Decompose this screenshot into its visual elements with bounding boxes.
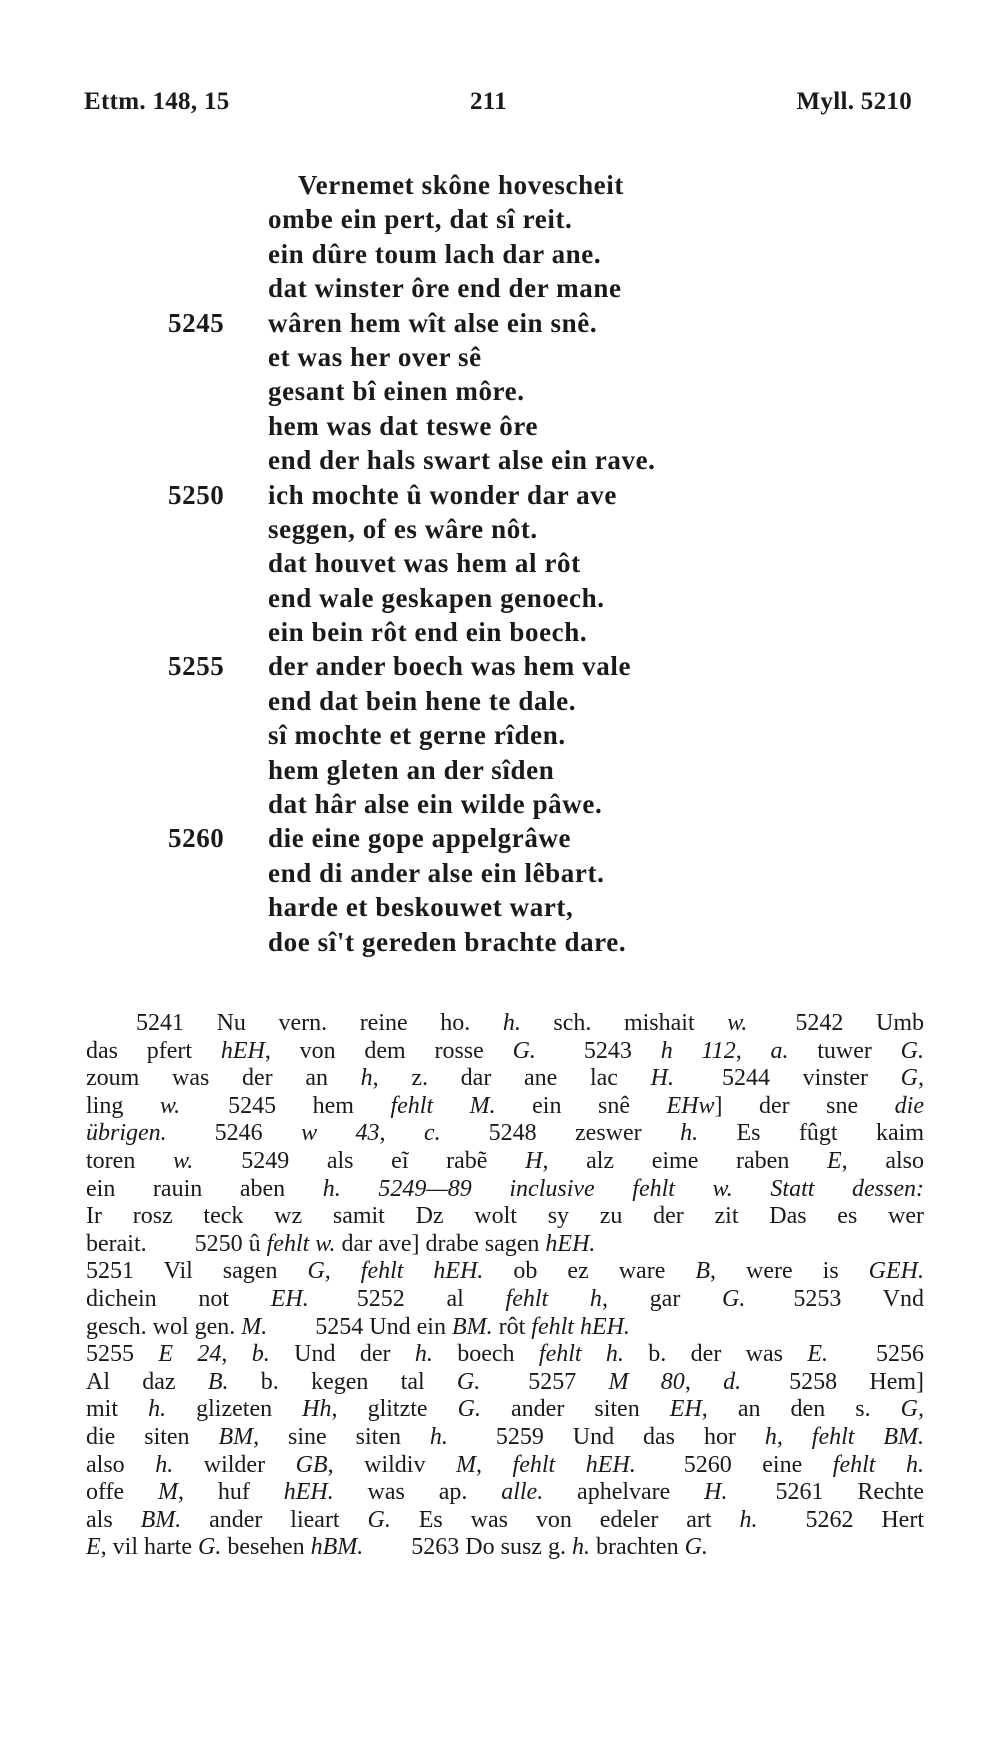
footnote-siglum: fehlt h.: [832, 1451, 924, 1478]
verse-line: [0, 615, 1000, 649]
footnote-line: [86, 1314, 924, 1342]
footnote-text: 5260 eine: [635, 1451, 833, 1478]
footnote-text: , also: [841, 1147, 924, 1174]
footnote-text: 5254 Und ein: [267, 1313, 452, 1340]
line-number: 5245: [168, 307, 225, 338]
verse-line-text: ich mochte û wonder dar ave: [268, 479, 617, 510]
footnote-line: [86, 1010, 924, 1038]
footnote-siglum: G.: [457, 1396, 481, 1423]
verse-line-text: hem was dat teswe ôre: [268, 410, 539, 441]
footnote-siglum: H: [525, 1147, 543, 1174]
footnote-siglum: hEH.: [545, 1230, 596, 1257]
footnote-text: tuwer: [788, 1037, 901, 1064]
footnote-text: , von dem rosse: [264, 1037, 513, 1064]
footnote-siglum: w.: [159, 1092, 181, 1119]
footnote-text: 5255: [86, 1341, 159, 1368]
verse-line: [0, 787, 1000, 821]
footnote-siglum: G.: [512, 1037, 536, 1064]
footnote-line: [86, 1286, 924, 1314]
verse-line-text: et was her over sê: [268, 341, 482, 372]
footnote-text: was ap.: [333, 1479, 502, 1506]
footnote-siglum: h.: [148, 1396, 167, 1423]
footnote-text: ] der sne: [714, 1092, 895, 1119]
verse-line: [0, 443, 1000, 477]
footnote-siglum: H.: [704, 1479, 728, 1506]
verse-line-text: Vernemet skône hovescheit: [298, 170, 624, 200]
footnote-line: [86, 1424, 924, 1452]
footnote-text: 5258 Hem]: [741, 1368, 925, 1395]
footnote-siglum: h.: [571, 1534, 590, 1561]
footnote-siglum: H.: [650, 1065, 674, 1092]
footnote-siglum: G.: [367, 1506, 391, 1533]
verse-text: [0, 168, 1000, 959]
footnote-siglum: hEH.: [283, 1479, 334, 1506]
verse-line-text: dat winster ôre end der mane: [268, 273, 622, 304]
footnote-siglum: GB: [295, 1451, 328, 1478]
footnote-text: boech: [432, 1341, 539, 1368]
footnote-text: 5252 al: [308, 1285, 506, 1312]
footnote-siglum: w.: [727, 1010, 748, 1036]
footnote-siglum: w.: [172, 1147, 194, 1174]
footnote-line: [86, 1452, 924, 1480]
footnote-siglum: EHw: [666, 1092, 715, 1119]
page-number: 211: [470, 88, 508, 115]
footnote-text: , vil harte: [100, 1534, 198, 1561]
footnote-text: sch. mishait: [520, 1010, 728, 1036]
footnote-siglum: h 112: [660, 1037, 736, 1064]
footnote-siglum: BM.: [451, 1313, 493, 1340]
verse-line: [0, 271, 1000, 305]
verse-line: [0, 168, 1000, 202]
footnote-text: zoum was der an: [86, 1065, 361, 1092]
footnote-siglum: E: [86, 1534, 101, 1561]
footnote-text: dichein not: [86, 1285, 271, 1312]
verse-line: [0, 856, 1000, 890]
footnote-text: 5242 Umb: [747, 1010, 924, 1036]
footnote-text: 5248 zeswer: [440, 1120, 681, 1147]
footnote-siglum: h.: [680, 1120, 699, 1147]
footnote-line: [86, 1507, 924, 1535]
verse-line-text: end dat bein hene te dale.: [268, 685, 577, 716]
footnote-siglum: fehlt M.: [390, 1092, 496, 1119]
footnote-siglum: G.: [900, 1037, 925, 1064]
footnote-siglum: EH: [669, 1396, 702, 1423]
footnote-text: ob ez ware: [483, 1258, 696, 1285]
footnote-text: 5259 Und das hor: [447, 1423, 765, 1450]
verse-line-text: sî mochte et gerne rîden.: [268, 720, 566, 751]
footnote-line: [86, 1258, 924, 1286]
footnote-siglum: hEH: [220, 1037, 265, 1064]
footnote-text: ,: [735, 1037, 771, 1064]
footnote-line: [86, 1065, 924, 1093]
critical-apparatus: [86, 1010, 924, 1562]
footnote-text: 5263 Do susz g.: [363, 1534, 572, 1561]
footnote-siglum: Hh: [302, 1396, 332, 1423]
footnote-text: glizeten: [166, 1396, 303, 1423]
footnote-siglum: G,: [900, 1065, 924, 1092]
footnote-siglum: E 24: [158, 1341, 222, 1368]
footnote-line: [86, 1148, 924, 1176]
verse-line-text: end wale geskapen genoech.: [268, 582, 605, 613]
footnote-text: dar ave] drabe sagen: [335, 1230, 546, 1257]
verse-line: [0, 718, 1000, 752]
footnote-text: 5257: [480, 1368, 609, 1395]
footnote-text: Al daz: [86, 1368, 208, 1395]
footnote-siglum: h. 5249—89 inclusive fehlt w. Statt dessen:: [322, 1175, 924, 1202]
verse-line-text: harde et beskouwet wart,: [268, 892, 574, 923]
footnote-text: ander lieart: [181, 1506, 368, 1533]
footnote-line: [86, 1176, 924, 1204]
footnote-text: also: [86, 1451, 156, 1478]
footnote-siglum: EH.: [270, 1285, 309, 1312]
verse-line-text: der ander boech was hem vale: [268, 651, 632, 682]
footnote-siglum: G.: [456, 1368, 481, 1395]
footnote-siglum: M 80: [608, 1368, 685, 1395]
footnote-siglum: h: [360, 1065, 373, 1092]
footnote-siglum: alle.: [501, 1479, 544, 1506]
verse-line-text: die eine gope appelgrâwe: [268, 823, 572, 854]
verse-line-text: dat houvet was hem al rôt: [268, 548, 581, 579]
footnote-text: 5262 Hert: [757, 1506, 924, 1533]
footnote-text: ling: [86, 1092, 160, 1119]
footnote-text: 5253 Vnd: [745, 1285, 924, 1312]
footnote-siglum: G, fehlt hEH.: [307, 1258, 484, 1285]
verse-line: [0, 340, 1000, 374]
header-left-reference: Ettm. 148, 15: [84, 88, 230, 115]
verse-line-text: end der hals swart alse ein rave.: [268, 445, 656, 476]
footnote-text: , glitzte: [331, 1396, 458, 1423]
footnote-siglum: die: [894, 1092, 924, 1119]
footnote-siglum: M: [158, 1479, 179, 1506]
verse-line: [0, 409, 1000, 443]
footnote-siglum: G.: [197, 1534, 222, 1561]
footnote-siglum: G.: [722, 1285, 746, 1312]
verse-line: [0, 512, 1000, 546]
footnote-line: [86, 1534, 924, 1562]
footnote-line: [86, 1369, 924, 1397]
footnote-line: [86, 1479, 924, 1507]
footnote-siglum: c.: [423, 1120, 441, 1147]
footnote-line: [86, 1038, 924, 1066]
footnote-line: [86, 1093, 924, 1121]
verse-line: [0, 925, 1000, 959]
verse-line-text: hem gleten an der sîden: [268, 754, 555, 785]
footnote-siglum: G,: [900, 1396, 925, 1423]
footnote-siglum: M.: [241, 1313, 268, 1340]
footnote-siglum: BM: [218, 1423, 254, 1450]
footnote-text: , huf: [178, 1479, 284, 1506]
verse-line-text: gesant bî einen môre.: [268, 376, 525, 407]
footnote-siglum: h.: [739, 1506, 758, 1533]
footnote-text: 5251 Vil sagen: [86, 1258, 308, 1285]
verse-line-text: ein bein rôt end ein boech.: [268, 617, 588, 648]
footnote-siglum: B: [695, 1258, 711, 1285]
footnote-line: [86, 1396, 924, 1424]
footnote-siglum: a.: [770, 1037, 789, 1064]
footnote-text: als: [86, 1506, 141, 1533]
verse-line-text: ein dûre toum lach dar ane.: [268, 238, 602, 269]
footnote-siglum: b.: [251, 1341, 270, 1368]
footnote-siglum: fehlt h.: [538, 1341, 624, 1368]
verse-line-text: seggen, of es wâre nôt.: [268, 513, 538, 544]
footnote-text: ,: [221, 1341, 252, 1368]
footnote-text: 5261 Rechte: [727, 1479, 924, 1506]
verse-line: [0, 890, 1000, 924]
footnote-text: , wildiv: [327, 1451, 457, 1478]
footnote-text: das pfert: [86, 1037, 221, 1064]
footnote-text: 5245 hem: [180, 1092, 391, 1119]
verse-line: [0, 821, 1000, 855]
footnote-siglum: h, fehlt BM.: [764, 1423, 924, 1450]
footnote-text: toren: [86, 1147, 173, 1174]
verse-line-text: wâren hem wît alse ein snê.: [268, 307, 598, 338]
footnote-siglum: übrigen.: [86, 1120, 167, 1147]
verse-line-text: dat hâr alse ein wilde pâwe.: [268, 789, 603, 820]
footnote-line: [86, 1341, 924, 1369]
footnote-line: [86, 1120, 924, 1148]
verse-line: [0, 546, 1000, 580]
footnote-text: , sine siten: [253, 1423, 430, 1450]
footnote-siglum: h.: [414, 1341, 433, 1368]
footnote-text: b. der was: [623, 1341, 808, 1368]
footnote-text: 5244 vinster: [673, 1065, 901, 1092]
footnote-siglum: fehlt hEH.: [531, 1313, 630, 1340]
footnote-text: 5241 Nu vern. reine ho.: [136, 1010, 503, 1036]
line-number: 5250: [168, 479, 225, 510]
footnote-text: berait. 5250 û: [86, 1230, 267, 1257]
footnote-text: ein snê: [495, 1092, 667, 1119]
footnote-siglum: GEH.: [868, 1258, 924, 1285]
footnote-line: [86, 1203, 924, 1231]
footnote-text: Und der: [269, 1341, 415, 1368]
footnote-text: ,: [684, 1368, 724, 1395]
footnote-siglum: B.: [207, 1368, 229, 1395]
verse-line: [0, 374, 1000, 408]
footnote-text: mit: [86, 1396, 149, 1423]
footnote-text: ander siten: [480, 1396, 670, 1423]
footnote-text: besehen: [221, 1534, 311, 1561]
footnote-text: 5256: [828, 1341, 925, 1368]
footnote-text: 5249 als eĩ rabẽ: [193, 1147, 526, 1174]
footnote-siglum: fehlt h: [505, 1285, 602, 1312]
footnote-text: Ir rosz teck wz samit Dz wolt sy zu der zit Das es wer: [86, 1203, 924, 1230]
footnote-text: aphelvare: [543, 1479, 705, 1506]
footnote-siglum: fehlt w.: [266, 1230, 336, 1257]
footnote-siglum: h.: [502, 1010, 521, 1036]
footnote-text: rôt: [492, 1313, 532, 1340]
footnote-siglum: E.: [807, 1341, 829, 1368]
verse-line: [0, 478, 1000, 512]
footnote-text: , z. dar ane lac: [372, 1065, 651, 1092]
verse-line: [0, 237, 1000, 271]
verse-line: [0, 649, 1000, 683]
verse-line-text: end di ander alse ein lêbart.: [268, 857, 605, 888]
footnote-text: offe: [86, 1479, 159, 1506]
verse-line-text: ombe ein pert, dat sî reit.: [268, 204, 573, 235]
footnote-siglum: G.: [684, 1534, 708, 1561]
footnote-siglum: M, fehlt hEH.: [456, 1451, 636, 1478]
footnote-text: , an den s.: [701, 1396, 901, 1423]
header-right-reference: Myll. 5210: [796, 88, 912, 115]
footnote-siglum: h.: [155, 1451, 174, 1478]
line-number: 5260: [168, 823, 225, 854]
footnote-siglum: d.: [723, 1368, 742, 1395]
footnote-text: wilder: [173, 1451, 296, 1478]
verse-line-text: doe sî't gereden brachte dare.: [268, 926, 627, 957]
line-number: 5255: [168, 651, 225, 682]
footnote-line: [86, 1231, 924, 1259]
footnote-text: ,: [379, 1120, 424, 1147]
footnote-text: Es fûgt kaim: [698, 1120, 924, 1147]
footnote-siglum: E: [827, 1147, 842, 1174]
footnote-siglum: w 43: [301, 1120, 380, 1147]
footnote-text: , gar: [601, 1285, 723, 1312]
footnote-text: die siten: [86, 1423, 219, 1450]
footnote-text: 5243: [535, 1037, 661, 1064]
footnote-text: , were is: [710, 1258, 869, 1285]
footnote-siglum: hBM.: [310, 1534, 364, 1561]
verse-line: [0, 306, 1000, 340]
verse-line: [0, 753, 1000, 787]
footnote-text: b. kegen tal: [228, 1368, 457, 1395]
verse-line: [0, 684, 1000, 718]
footnote-text: Es was von edeler art: [390, 1506, 740, 1533]
footnote-text: , alz eime raben: [542, 1147, 827, 1174]
footnote-text: brachten: [589, 1534, 685, 1561]
footnote-text: gesch. wol gen.: [86, 1313, 242, 1340]
verse-line: [0, 202, 1000, 236]
footnote-siglum: h.: [429, 1423, 448, 1450]
footnote-text: ein rauin aben: [86, 1175, 323, 1202]
footnote-siglum: BM.: [140, 1506, 182, 1533]
verse-line: [0, 581, 1000, 615]
footnote-text: 5246: [166, 1120, 302, 1147]
